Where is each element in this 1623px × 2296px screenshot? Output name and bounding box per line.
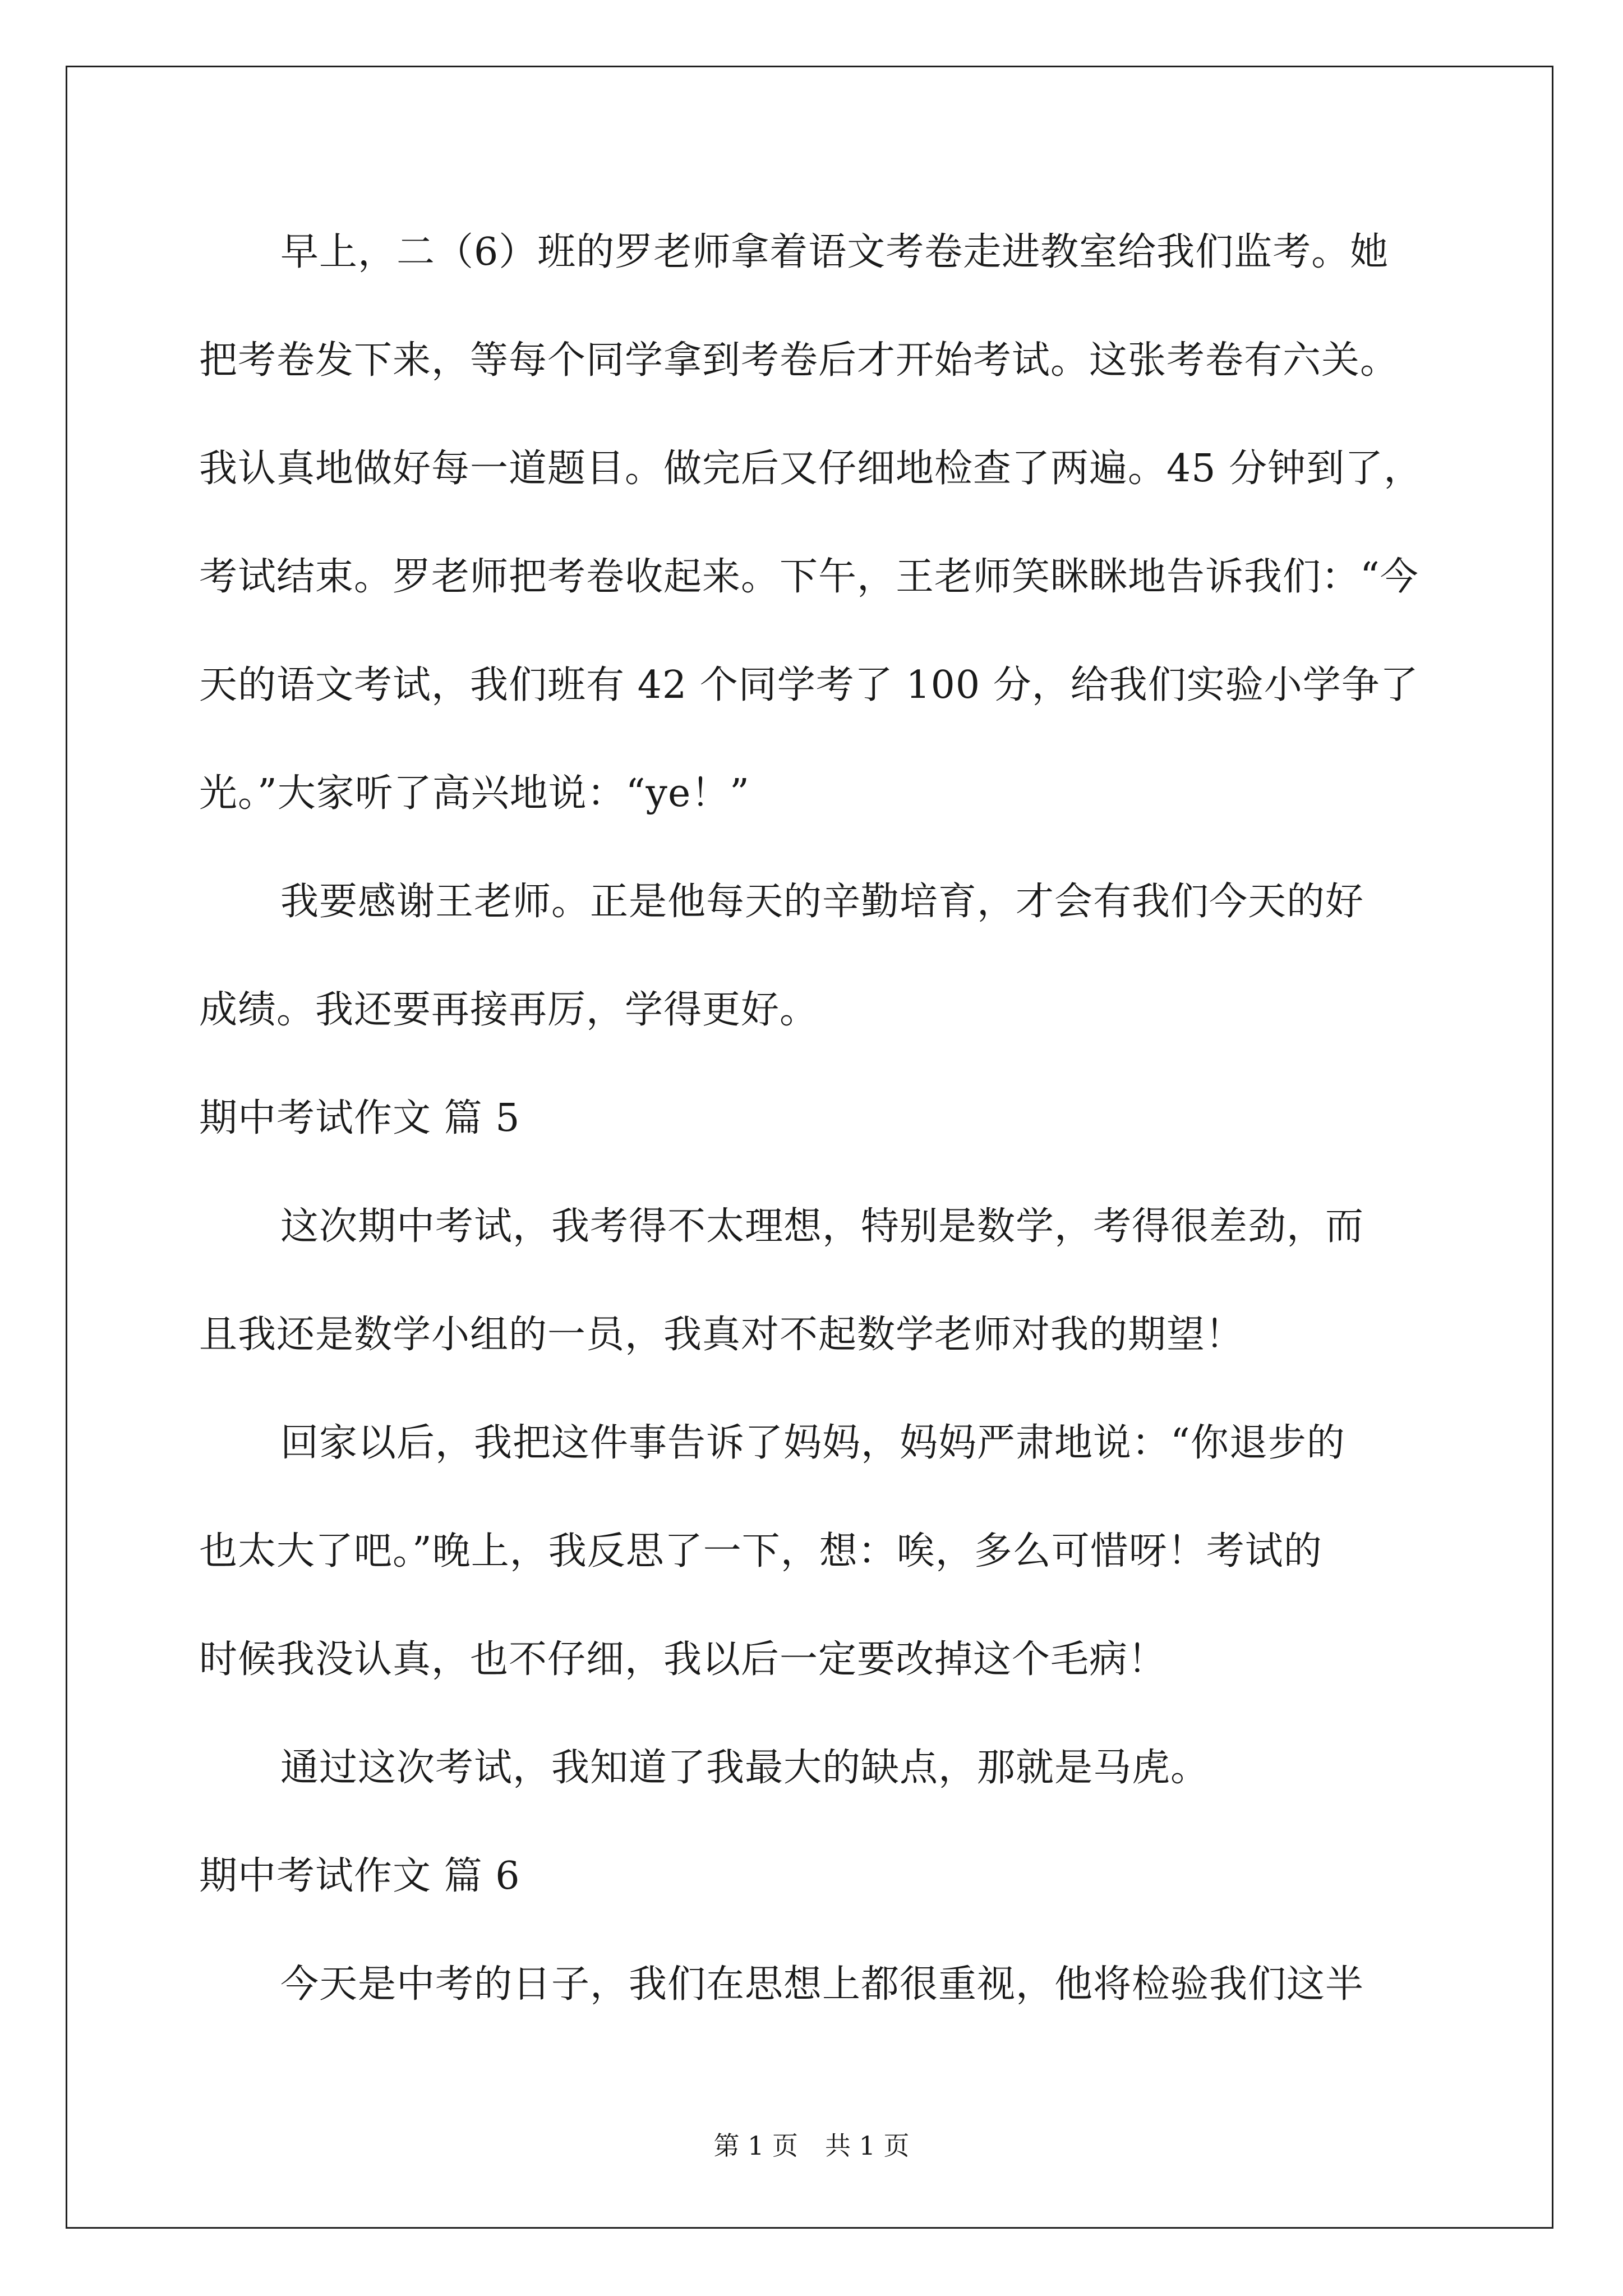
paragraph-line: 成绩。我还要再接再厉，学得更好。 [199, 988, 819, 1032]
paragraph-line: 且我还是数学小组的一员，我真对不起数学老师对我的期望！ [199, 1313, 1244, 1357]
section-heading: 期中考试作文 篇 5 [199, 1096, 520, 1140]
paragraph-line: 这次期中考试，我考得不太理想，特别是数学，考得很差劲，而 [280, 1204, 1364, 1249]
paragraph-line: 早上，二（6）班的罗老师拿着语文考卷走进教室给我们监考。她 [280, 230, 1389, 274]
section-heading: 期中考试作文 篇 6 [199, 1854, 520, 1898]
paragraph-line: 回家以后，我把这件事告诉了妈妈，妈妈严肃地说：“你退步的 [280, 1421, 1345, 1465]
page-number-total: 共 1 页 [825, 2131, 910, 2161]
paragraph-line: 时候我没认真，也不仔细，我以后一定要改掉这个毛病！ [199, 1637, 1167, 1682]
paragraph-line: 我认真地做好每一道题目。做完后又仔细地检查了两遍。45 分钟到了， [199, 447, 1423, 491]
paragraph-line: 光。”大家听了高兴地说：“ye！” [199, 771, 750, 816]
page-number-current: 第 1 页 [713, 2131, 798, 2161]
paragraph-line: 天的语文考试，我们班有 42 个同学考了 100 分，给我们实验小学争了 [199, 663, 1419, 707]
paragraph-line: 也太大了吧。”晚上，我反思了一下，想：唉，多么可惜呀！考试的 [199, 1529, 1322, 1573]
paragraph-line: 把考卷发下来，等每个同学拿到考卷后才开始考试。这张考卷有六关。 [199, 338, 1399, 383]
page-footer [0, 2129, 1623, 2162]
paragraph-line: 考试结束。罗老师把考卷收起来。下午，王老师笑眯眯地告诉我们：“今 [199, 555, 1419, 599]
paragraph-line: 我要感谢王老师。正是他每天的辛勤培育，才会有我们今天的好 [280, 880, 1364, 924]
paragraph-line: 今天是中考的日子，我们在思想上都很重视，他将检验我们这半 [280, 1962, 1364, 2007]
paragraph-line: 通过这次考试，我知道了我最大的缺点，那就是马虎。 [280, 1746, 1210, 1790]
